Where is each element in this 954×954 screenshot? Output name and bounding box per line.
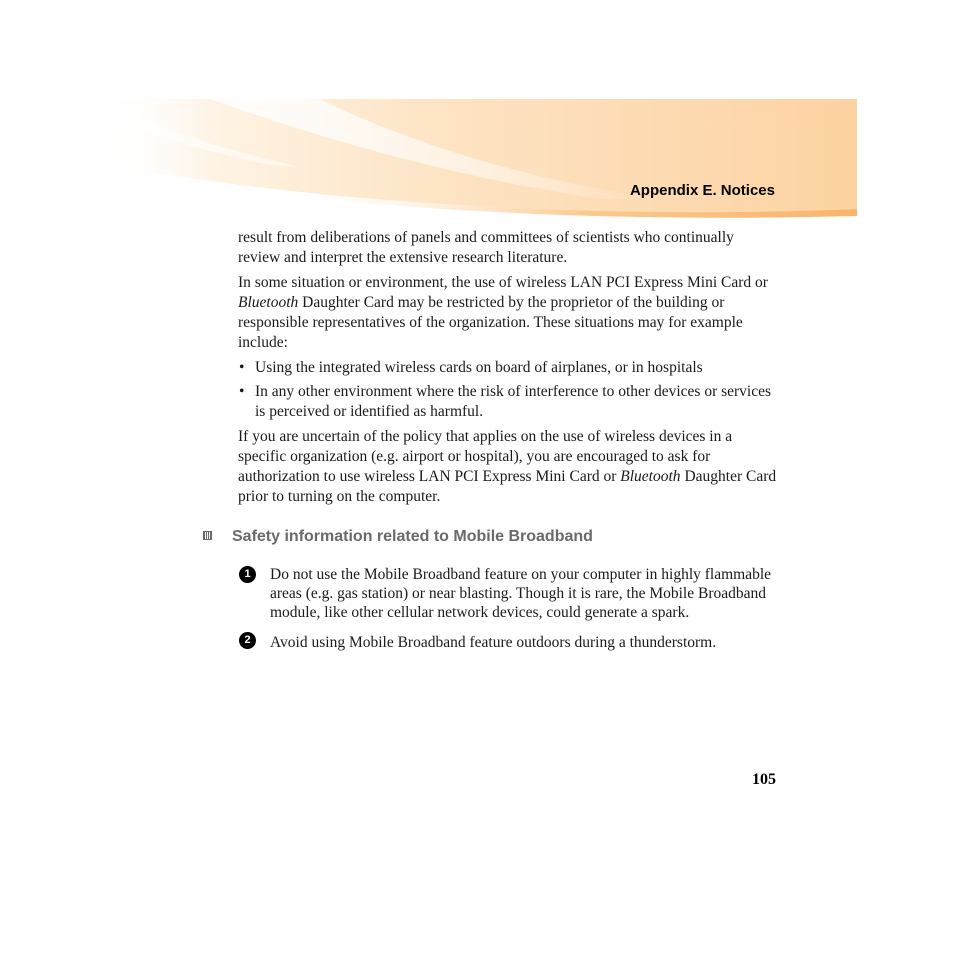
running-header-title: Appendix E. Notices [629,182,775,199]
section-marker-icon [203,531,212,540]
list-item [238,382,778,422]
body-text [238,228,778,512]
section-heading-text: Safety information related to Mobile Broadband [232,528,593,545]
paragraph-restrictions [238,273,778,353]
list-item [238,631,783,654]
paragraph-text: In some situation or environment, the use of wireless LAN PCI Express Mini Card or [238,274,768,291]
section-heading [203,528,783,546]
bullet-list [238,358,778,422]
list-item-text: Do not use the Mobile Broadband feature on your computer in highly flammable areas (e.g. gas station) or near blasting. Though it is rare, the Mobile Broadband module, like other cellular network devices, could generate a spark. [270,566,772,621]
paragraph-authorization [238,427,778,507]
paragraph-continuation: result from deliberations of panels and committees of scientists who continually review and interpret the extensive research literature. [238,229,734,266]
bullet-icon: • [239,383,245,400]
number-circle-icon: 1 [239,566,256,583]
paragraph-text: Daughter Card may be restricted by the proprietor of the building or responsible representatives of the organization. These situations may for example include: [238,294,743,351]
list-item [238,358,778,378]
number-circle-icon: 2 [239,632,256,649]
list-item [238,565,783,622]
bluetooth-italic: Bluetooth [238,294,299,311]
list-item-text: In any other environment where the risk of interference to other devices or services is perceived or identified as harmful. [255,383,772,420]
list-item-text: Using the integrated wireless cards on board of airplanes, or in hospitals [255,359,703,376]
numbered-list [238,565,783,663]
header-swoosh-graphic [100,99,857,219]
paragraph-text: Daughter Card prior to turning on the computer. [238,468,777,505]
bullet-icon: • [239,359,245,376]
header-banner [100,99,857,219]
list-item-text: Avoid using Mobile Broadband feature outdoors during a thunderstorm. [270,634,717,651]
page-number: 105 [752,771,776,788]
bluetooth-italic: Bluetooth [620,468,681,485]
paragraph-text: If you are uncertain of the policy that applies on the use of wireless devices in a specific organization (e.g. airport or hospital), you are encouraged to ask for authorization to use wireless LAN PCI Express Mini Card or [238,428,733,485]
